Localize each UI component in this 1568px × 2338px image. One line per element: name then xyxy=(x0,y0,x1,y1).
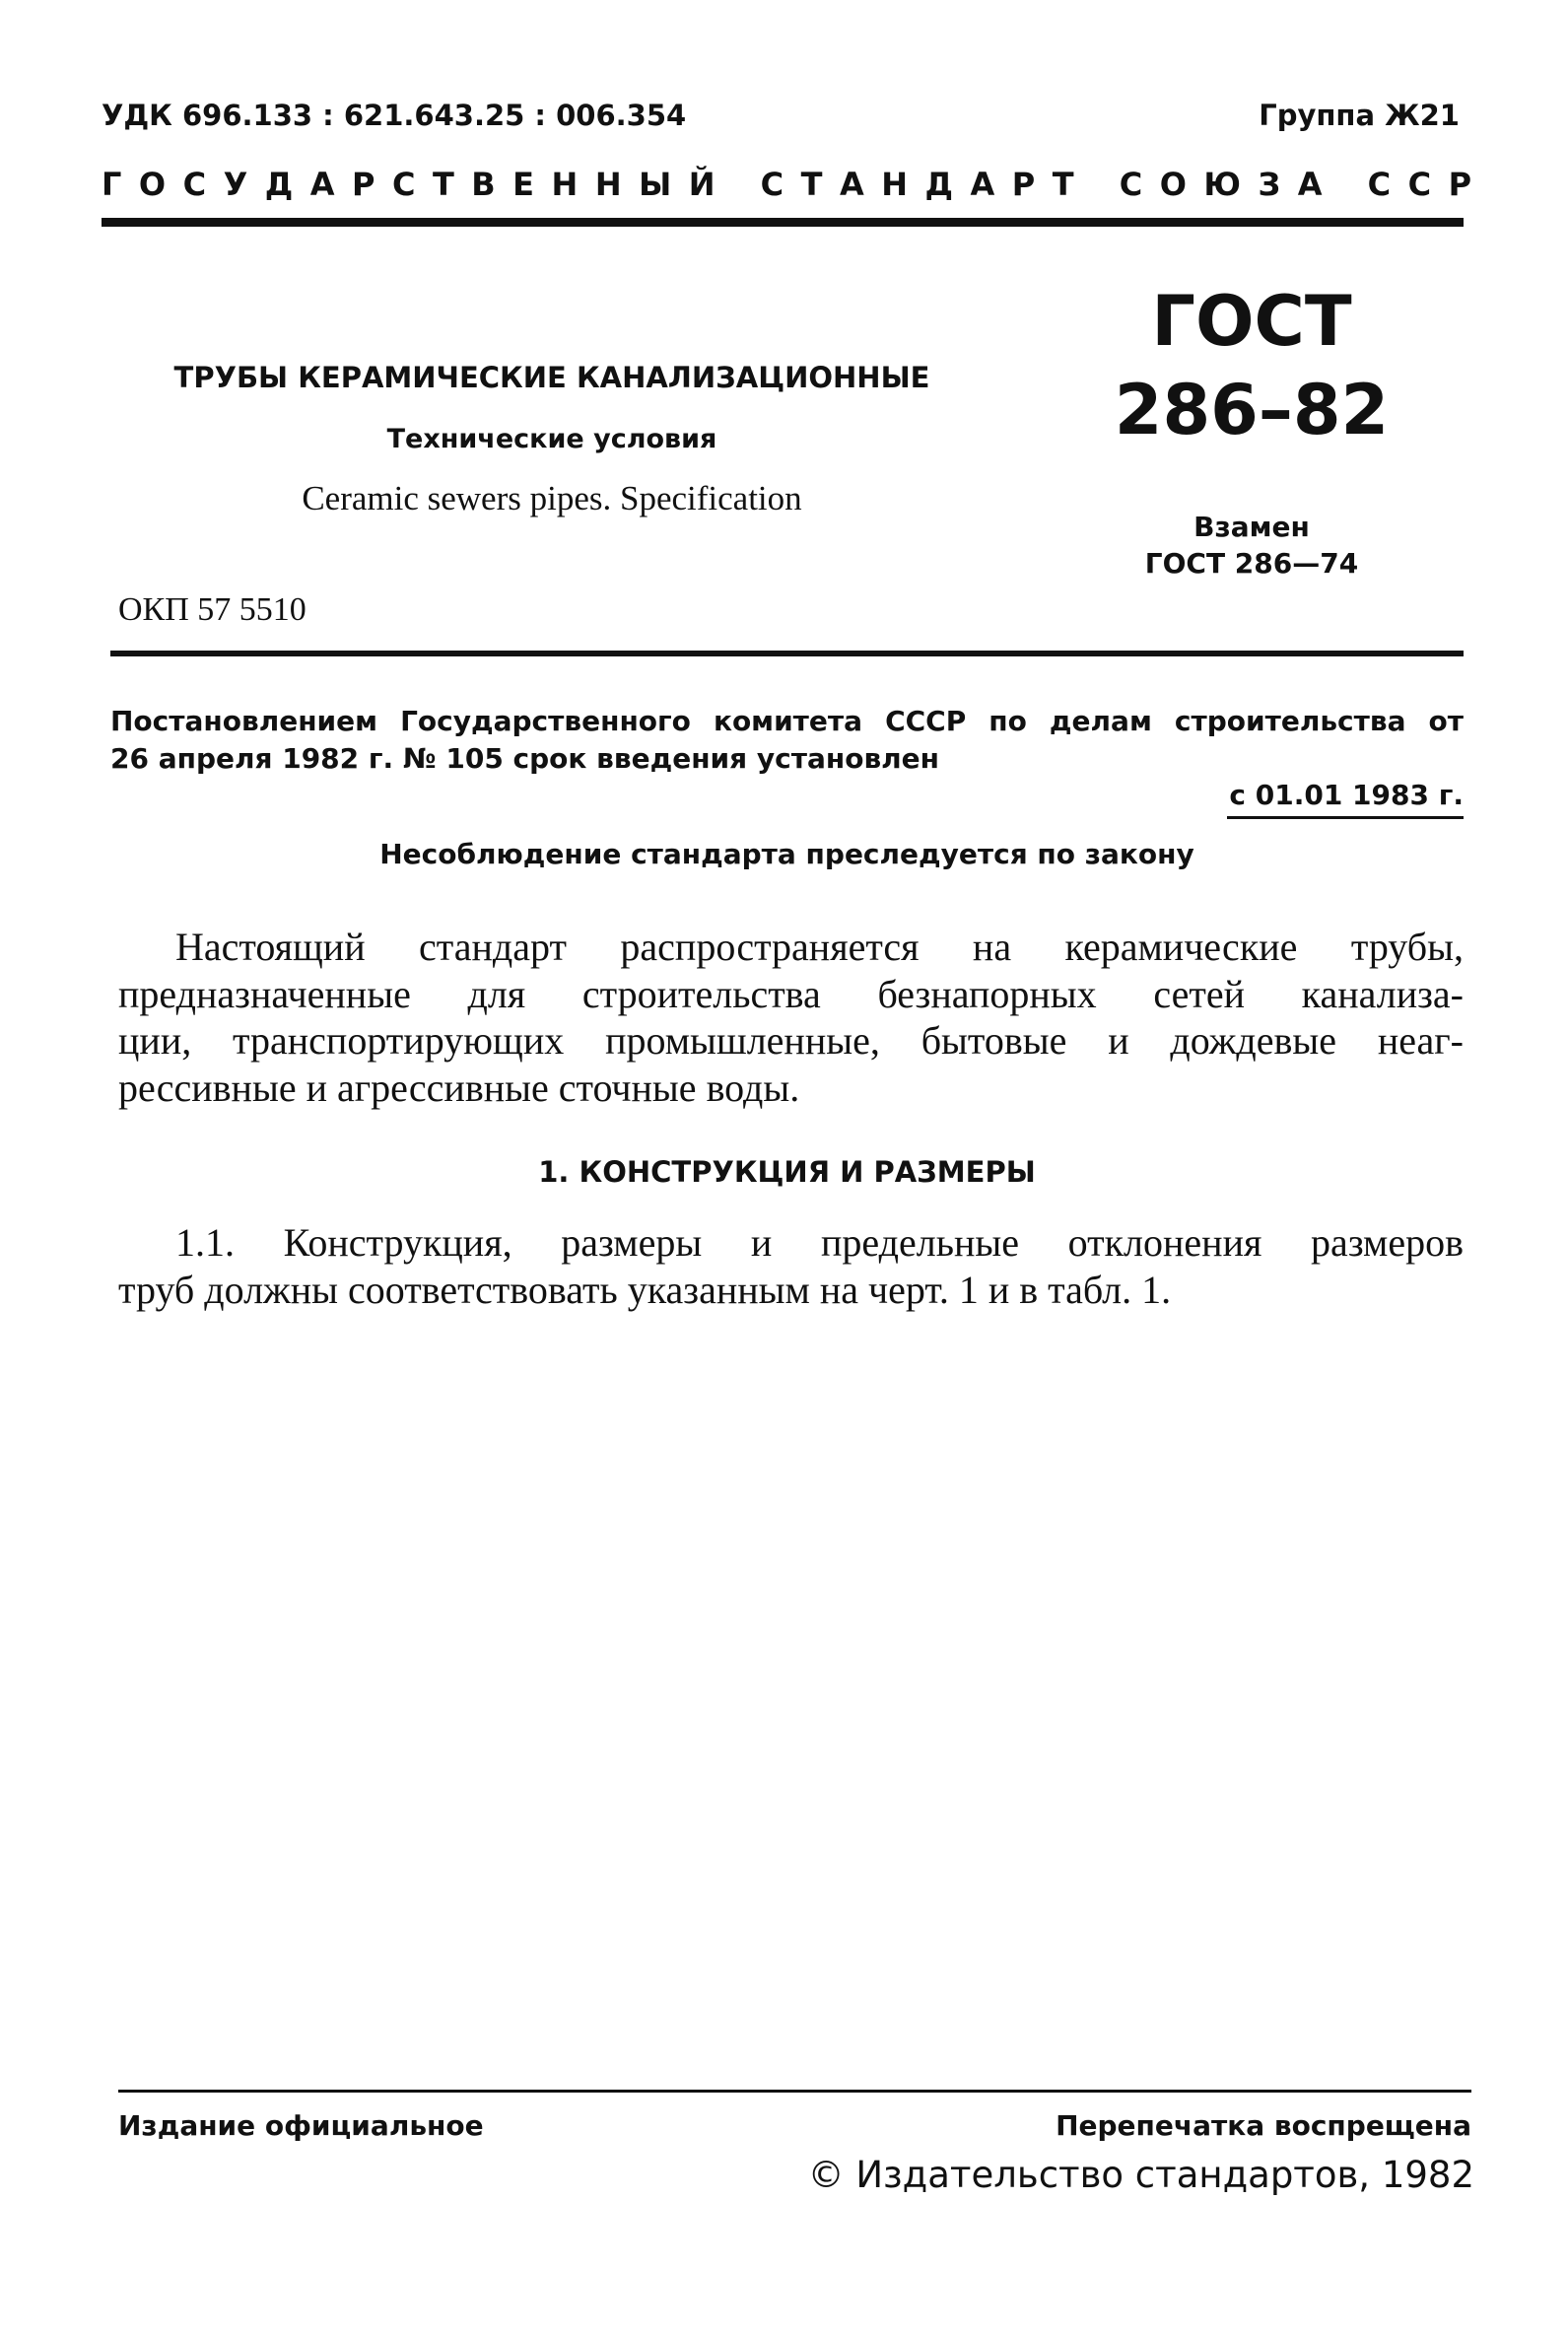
header-rule xyxy=(102,218,1464,227)
intro-line-1: Настоящий стандарт распространяется на керамические трубы, xyxy=(175,925,1464,969)
gost-number: 286–82 xyxy=(1114,370,1390,450)
footer-rule xyxy=(118,2090,1471,2093)
document-title: ТРУБЫ КЕРАМИЧЕСКИЕ КАНАЛИЗАЦИОННЫЕ xyxy=(173,361,930,394)
decree-line-2: 26 апреля 1982 г. № 105 срок введения установлен xyxy=(110,742,940,775)
udk-code: УДК 696.133 : 621.643.25 : 006.354 xyxy=(102,99,687,132)
clause-line-1: 1.1. Конструкция, размеры и предельные отклонения размеров xyxy=(175,1220,1464,1265)
gost-label: ГОСТ xyxy=(1151,281,1352,362)
edition-note: Издание официальное xyxy=(118,2109,484,2142)
intro-line-2: предназначенные для строительства безнапорных сетей канализа- xyxy=(118,972,1464,1016)
effective-date-underline xyxy=(1227,816,1464,819)
intro-line-3: ции, транспортирующих промышленные, бытовые и дождевые неаг- xyxy=(118,1018,1464,1063)
intro-line-4: рессивные и агрессивные сточные воды. xyxy=(118,1066,800,1110)
group-code: Группа Ж21 xyxy=(1259,99,1460,132)
standard-banner: ГОСУДАРСТВЕННЫЙ СТАНДАРТ СОЮЗА ССР xyxy=(102,166,1489,203)
title-rule xyxy=(110,651,1464,656)
law-notice: Несоблюдение стандарта преследуется по закону xyxy=(379,838,1194,870)
section-title: 1. КОНСТРУКЦИЯ И РАЗМЕРЫ xyxy=(538,1155,1036,1189)
publisher-copyright: © Издательство стандартов, 1982 xyxy=(807,2154,1474,2196)
reprint-note: Перепечатка воспрещена xyxy=(1056,2109,1471,2142)
clause-line-2: труб должны соответствовать указанным на черт. 1 и в табл. 1. xyxy=(118,1268,1172,1312)
okp-code: ОКП 57 5510 xyxy=(118,591,307,628)
document-subtitle: Технические условия xyxy=(386,424,717,454)
replaces-number: ГОСТ 286—74 xyxy=(1144,547,1359,580)
english-title: Ceramic sewers pipes. Specification xyxy=(302,479,802,517)
decree-line-1: Постановлением Государственного комитета СССР по делам строительства от xyxy=(110,705,1464,737)
effective-date: с 01.01 1983 г. xyxy=(1229,779,1464,811)
replaces-label: Взамен xyxy=(1193,511,1310,543)
